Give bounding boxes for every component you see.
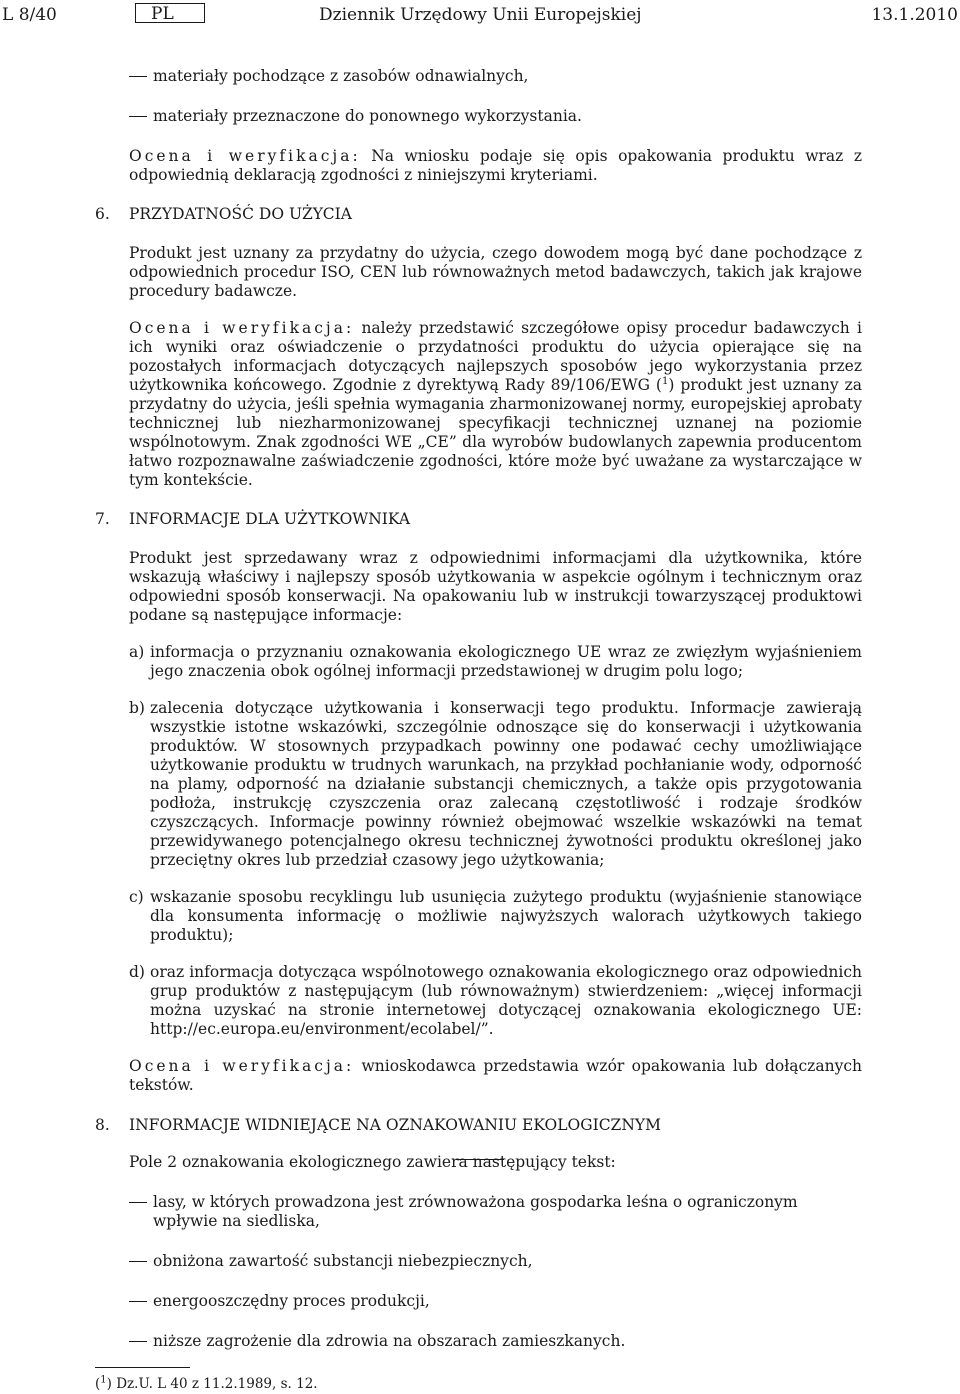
section-separator bbox=[456, 1159, 504, 1160]
section-heading bbox=[95, 510, 862, 529]
section-heading bbox=[95, 205, 862, 224]
assessment-text: ) produkt jest uznany za przydatny do użycia, jeśli spełnia wymagania zharmonizowanej normy, europejskiej aprobaty technicznej lub niezharmonizowanej specyfikacji technicznej uznanej na poziomie wspólnotowym. Znak zgodności WE „CE” dla wyrobów budowlanych zapewnia producentom łatwo rozpoznawalne zaświadczenie zgodności, które może być uważane za wystarczające w tym kontekście. bbox=[129, 376, 862, 489]
page-number: L 8/40 bbox=[2, 5, 57, 25]
list-item: obniżona zawartość substancji niebezpiecznych, bbox=[129, 1252, 862, 1271]
item-label: a) bbox=[129, 643, 145, 661]
list-item: materiały przeznaczone do ponownego wykorzystania. bbox=[129, 107, 862, 126]
paragraph: Pole 2 oznakowania ekologicznego zawiera następujący tekst: bbox=[129, 1153, 616, 1171]
list-item bbox=[129, 888, 862, 945]
footnote-number: 1 bbox=[100, 1374, 107, 1386]
item-label: b) bbox=[129, 699, 145, 717]
section-number: 7. bbox=[95, 510, 110, 528]
publication-date: 13.1.2010 bbox=[871, 5, 958, 25]
section-title: PRZYDATNOŚĆ DO UŻYCIA bbox=[129, 205, 352, 223]
item-text: zalecenia dotyczące użytkowania i konserwacji tego produktu. Informacje zawierają wszystkie istotne wskazówki, szczególnie odnoszące się do konserwacji i użytkowania produktów. W stosownych przypadkach powinny one podawać cechy umożliwiające użytkowanie produktu w trudnych warunkach, na przykład pochłanianie wody, odporność na plamy, odporność na działanie substancji chemicznych, a także opis przygotowania podłoża, instrukcję czyszczenia oraz zalecaną częstotliwość i rodzaje środków czyszczących. Informacje powinny również obejmować wszelkie wskazówki na temat przewidywanego potencjalnego okresu technicznej żywotności produktu określonej jako przeciętny okres lub przedział czasowy jego użytkowania; bbox=[150, 699, 862, 869]
assessment-label: Ocena i weryfikacja: bbox=[129, 1057, 355, 1075]
language-badge: PL bbox=[135, 3, 205, 23]
list-item: niższe zagrożenie dla zdrowia na obszarach zamieszkanych. bbox=[129, 1332, 862, 1351]
section-heading bbox=[95, 1116, 862, 1135]
item-text: wskazanie sposobu recyklingu lub usunięcia zużytego produktu (wyjaśnienie stanowiące dla konsumenta informację o możliwie najwyższych walorach użytkowych takiego produktu); bbox=[150, 888, 862, 944]
assessment-paragraph bbox=[129, 147, 862, 185]
list-item: materiały pochodzące z zasobów odnawialnych, bbox=[129, 67, 862, 86]
list-item: lasy, w których prowadzona jest zrównoważona gospodarka leśna o ograniczonym wpływie na siedliska, bbox=[129, 1193, 862, 1231]
page-header bbox=[0, 6, 960, 30]
list-item bbox=[129, 699, 862, 870]
assessment-paragraph bbox=[129, 1057, 862, 1095]
list-item: energooszczędny proces produkcji, bbox=[129, 1292, 862, 1311]
journal-title: Dziennik Urzędowy Unii Europejskiej bbox=[319, 5, 642, 25]
item-text: oraz informacja dotycząca wspólnotowego oznakowania ekologicznego oraz odpowiednich grup produktów z następującym (lub równoważnym) stwierdzeniem: „więcej informacji można uzyskać na stronie internetowej dotyczącej oznakowania ekologicznego UE: http://ec.europa.eu/environment/ecolabel/”. bbox=[150, 963, 862, 1038]
footnote-ref: 1 bbox=[661, 375, 669, 387]
item-text: informacja o przyznaniu oznakowania ekologicznego UE wraz ze zwięzłym wyjaśnieniem jego znaczenia obok ogólnej informacji przedstawionej w drugim polu logo; bbox=[150, 643, 862, 680]
assessment-paragraph bbox=[129, 319, 862, 490]
footnote: ($^1$) Dz.U. L 40 z 11.2.1989, s. 12. bbox=[95, 1374, 318, 1392]
assessment-text: należy przedstawić szczegółowe opisy procedur badawczych i ich wyniki oraz oświadczenie o przydatności produktu do użycia opierające się na pozostałych informacjach dotyczących najlepszych sposobów jego wykorzystania przez użytkownika końcowego. Zgodnie z dyrektywą Rady 89/106/EWG ( bbox=[129, 319, 863, 394]
list-item bbox=[129, 963, 862, 1039]
assessment-text: wnioskodawca przedstawia wzór opakowania lub dołączanych tekstów. bbox=[129, 1057, 862, 1094]
section-number: 6. bbox=[95, 205, 110, 223]
section-title: INFORMACJE WIDNIEJĄCE NA OZNAKOWANIU EKOLOGICZNYM bbox=[129, 1116, 661, 1134]
list-item bbox=[129, 643, 862, 681]
paragraph: Produkt jest uznany za przydatny do użycia, czego dowodem mogą być dane pochodzące z odpowiednich procedur ISO, CEN lub równoważnych metod badawczych, takich jak krajowe procedury badawcze. bbox=[129, 244, 862, 300]
footnote-divider bbox=[95, 1367, 190, 1368]
assessment-label: Ocena i weryfikacja: bbox=[129, 319, 355, 337]
footnote-text: Dz.U. L 40 z 11.2.1989, s. 12. bbox=[111, 1376, 318, 1392]
item-label: d) bbox=[129, 963, 145, 981]
section-title: INFORMACJE DLA UŻYTKOWNIKA bbox=[129, 510, 411, 528]
item-label: c) bbox=[129, 888, 144, 906]
paragraph: Produkt jest sprzedawany wraz z odpowiednimi informacjami dla użytkownika, które wskazują właściwy i najlepszy sposób użytkowania w aspekcie ogólnym i technicznym oraz odpowiedni sposób konserwacji. Na opakowaniu lub w instrukcji towarzyszącej produktowi podane są następujące informacje: bbox=[129, 549, 862, 624]
assessment-label: Ocena i weryfikacja: bbox=[129, 147, 361, 165]
assessment-text: Na wniosku podaje się opis opakowania produktu wraz z odpowiednią deklaracją zgodności z niniejszymi kryteriami. bbox=[129, 147, 862, 184]
section-number: 8. bbox=[95, 1116, 110, 1134]
